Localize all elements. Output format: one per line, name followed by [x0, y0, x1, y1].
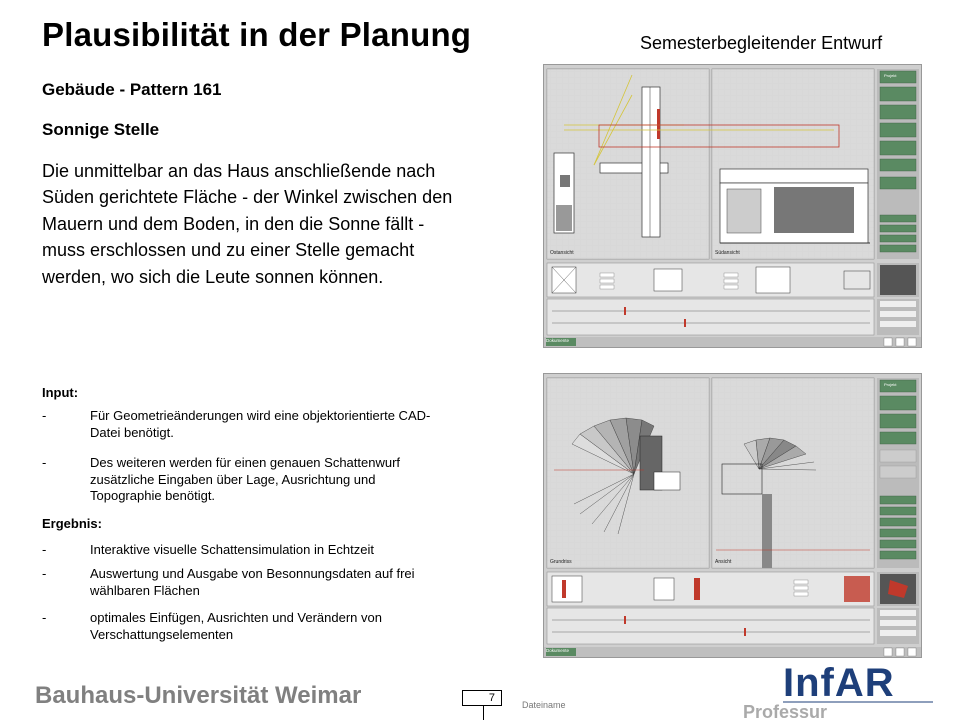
bullet-dash: - [42, 610, 47, 625]
infar-logo [743, 660, 933, 722]
menu-item-project[interactable]: Projekt [884, 73, 897, 78]
view-label-right: Ansicht [715, 559, 732, 565]
input-item-text: Für Geometrieänderungen wird eine objektorientierte CAD-Datei benötigt. [90, 408, 431, 440]
input-label: Input: [42, 385, 79, 400]
menu-item-project[interactable]: Projekt [884, 382, 897, 387]
result-item [42, 542, 452, 560]
subsection-heading: Sonnige Stelle [42, 120, 160, 139]
bullet-dash: - [42, 542, 47, 557]
screenshot-shadow-simulation-elevation [543, 64, 922, 348]
view-label-left: Grundriss [550, 559, 572, 565]
result-item-text: optimales Einfügen, Ausrichten und Verändern von Verschattungselementen [90, 610, 382, 642]
bullet-dash: - [42, 455, 47, 470]
documents-button[interactable]: Dokumente [546, 338, 570, 343]
screenshot-sunny-spot-analysis [543, 373, 922, 658]
documents-button[interactable]: Dokumente [546, 648, 570, 653]
bullet-dash: - [42, 408, 47, 423]
logo-subtext: Professur [743, 702, 828, 722]
result-item [42, 566, 452, 600]
page-number-tick [483, 706, 484, 720]
page-title: Plausibilität in der Planung [42, 16, 472, 53]
description-paragraph: Die unmittelbar an das Haus anschließende nach Süden gerichtete Fläche - der Winkel zwischen den Mauern und dem Boden, in den die Sonne fällt - muss erschlossen und zu einer Stelle gemacht werden, wo sich die Leute sonnen können. [42, 161, 453, 287]
view-label-left: Ostansicht [550, 250, 574, 256]
bullet-dash: - [42, 566, 47, 581]
file-name: Dateiname [522, 700, 566, 710]
input-item [42, 408, 452, 442]
university-name: Bauhaus-Universität Weimar [35, 682, 362, 709]
view-label-right: Südansicht [715, 250, 740, 256]
result-item-text: Interaktive visuelle Schattensimulation in Echtzeit [90, 542, 374, 557]
page-subtitle: Semesterbegleitender Entwurf [640, 33, 883, 53]
result-item [42, 610, 452, 644]
page-number: 7 [462, 690, 502, 706]
section-heading: Gebäude - Pattern 161 [42, 80, 222, 99]
input-item-text: Des weiteren werden für einen genauen Schattenwurf zusätzliche Eingaben über Lage, Ausrichtung und Topographie benötigt. [90, 455, 401, 503]
result-item-text: Auswertung und Ausgabe von Besonnungsdaten auf frei wählbaren Flächen [90, 566, 415, 598]
logo-text: InfAR [783, 661, 895, 705]
input-item [42, 455, 452, 505]
result-label: Ergebnis: [42, 516, 102, 531]
